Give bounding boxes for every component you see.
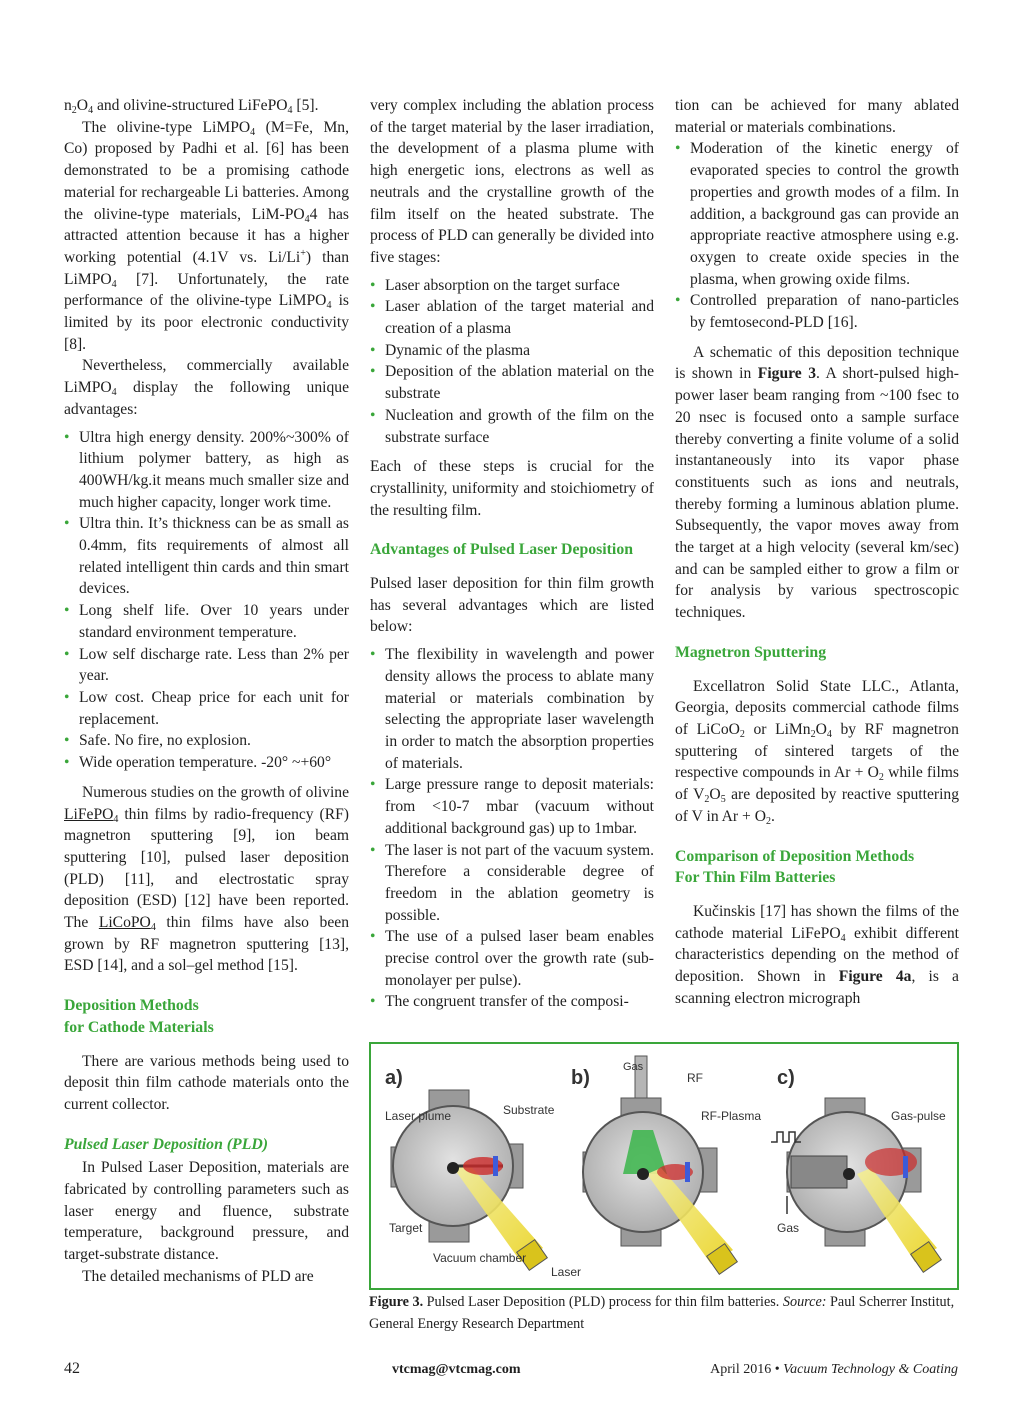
page-number: 42 bbox=[64, 1360, 80, 1377]
pld-advantages-list bbox=[370, 644, 654, 1013]
licopo4-link: LiCoPO$_4$ bbox=[98, 914, 156, 934]
list-item: • Long shelf life. Over 10 years under standard environment temperature. bbox=[64, 600, 349, 643]
paragraph-each-step: Each of these steps is crucial for the crystallinity, uniformity and stoichiometry of the resulting film. bbox=[370, 458, 654, 519]
figure-4a-ref: Figure 4a bbox=[838, 968, 912, 986]
paragraph-studies: Numerous studies on the growth of olivine LiFePO$_4$ thin films by radio-frequency (RF) magnetron sputtering [9], ion beam sputtering [10], pulsed laser deposition (PLD) [11], and electrostatic spray deposition (ESD) [12] have been reported. The LiCoPO$_4$ thin films have also been grown by RF magnetron sputtering [13], ESD [14], and a sol–gel method [15]. bbox=[64, 783, 349, 975]
chamber-c bbox=[771, 1098, 941, 1272]
list-item: • Low cost. Cheap price for each unit for replacement. bbox=[64, 687, 349, 730]
list-item: • Dynamic of the plasma bbox=[370, 340, 654, 362]
list-item: • The flexibility in wavelength and power density allows the process to ablate many material or materials combination by selecting the appropriate laser wavelength in order to match the absorption properties of materials. bbox=[370, 644, 654, 774]
panel-a-label: a) bbox=[385, 1067, 403, 1089]
label-gas-b: Gas bbox=[623, 1061, 644, 1073]
column-right bbox=[675, 95, 959, 1009]
panel-b-label: b) bbox=[571, 1067, 590, 1089]
heading-comparison: Comparison of Deposition Methods For Thin Film Batteries bbox=[675, 847, 915, 887]
chamber-b bbox=[583, 1056, 737, 1274]
list-item: • Ultra high energy density. 200%~300% of lithium polymer battery, as high as 400WH/kg.it means much smaller size and much higher capacity, longer work time. bbox=[64, 427, 349, 514]
list-item: • Ultra thin. It’s thickness can be as small as 0.4mm, fits requirements of almost all related intelligent thin cards and thin smart devices. bbox=[64, 513, 349, 600]
column-middle bbox=[370, 95, 654, 1021]
footer-issue: April 2016 • Vacuum Technology & Coating bbox=[710, 1362, 958, 1377]
figure-3 bbox=[369, 1042, 959, 1290]
list-item: • Controlled preparation of nano-particles by femtosecond-PLD [16]. bbox=[675, 290, 959, 333]
label-gas-c: Gas bbox=[777, 1221, 800, 1235]
label-target: Target bbox=[389, 1221, 423, 1235]
stages-list bbox=[370, 275, 654, 449]
paragraph-pld: In Pulsed Laser Deposition, materials are fabricated by controlling parameters such as laser energy and fluence, substrate temperature, background pressure, and target-substrate distance. bbox=[64, 1159, 349, 1264]
list-item: • Moderation of the kinetic energy of evaporated species to control the growth properties and growth modes of a film. In addition, a background gas can provide an appropriate reactive atmosphere using e.g. oxygen to create oxide species in the plasma, when growing oxide films. bbox=[675, 138, 959, 290]
lifepo4-link: LiFePO$_4$ bbox=[64, 805, 119, 825]
paragraph-magnetron: Excellatron Solid State LLC., Atlanta, Georgia, deposits commercial cathode films of LiCoO$_2$ or $LiMn_2O_4$ by RF magnetron sputtering of sintered targets of the respective compounds in $Ar + O_2$ while films of $V_2O_5$ are deposited by reactive sputtering of V in $Ar + O_2$. bbox=[675, 677, 960, 827]
list-item: • Laser absorption on the target surface bbox=[370, 275, 654, 297]
list-item: • Large pressure range to deposit materials: from <10-7 mbar (vacuum without additional background gas) up to 1mbar. bbox=[370, 774, 654, 839]
pld-advantages-list-cont bbox=[675, 138, 959, 333]
label-rf-plasma: RF-Plasma bbox=[701, 1109, 762, 1123]
subheading-pld: Pulsed Laser Deposition (PLD) bbox=[64, 1135, 269, 1153]
list-item: • Nucleation and growth of the film on the substrate surface bbox=[370, 405, 654, 448]
list-item: • Safe. No fire, no explosion. bbox=[64, 730, 349, 752]
label-substrate: Substrate bbox=[503, 1103, 555, 1117]
paragraph-olivine: The olivine-type LiMPO$_4$ (M=Fe, Mn, Co) proposed by Padhi et al. [6] has been demonstrated to be a promising cathode material for rechargeable Li batteries. Among the olivine-type materials, LiM-$PO_44$ has attracted attention because it has a higher working potential (4.1V vs. Li/Li+) than LiMPO$_4$ [7]. Unfortunately, the rate performance of the olivine-type LiMPO$_4$ is limited by its poor electronic conductivity [8]. bbox=[64, 118, 350, 353]
label-gas-pulse: Gas-pulse bbox=[891, 1109, 946, 1123]
list-item: • Laser ablation of the target material and creation of a plasma bbox=[370, 296, 654, 339]
gas-pulse-plume bbox=[865, 1148, 917, 1176]
paragraph-kucinskis: Kučinskis [17] has shown the films of the cathode material LiFePO$_4$ exhibit different characteristics depending on the method of deposition. Shown in Figure 4a, is a scanning electron micrograph bbox=[675, 902, 959, 1007]
paragraph-pld-cont: very complex including the ablation process of the target material by the laser irradiation, the development of a plasma plume with high energetic ions, electrons as well as neutrals and the crystalline growth of the film itself on the heated substrate. The process of PLD can generally be divided into five stages: bbox=[370, 97, 654, 266]
panel-c-label: c) bbox=[777, 1067, 795, 1089]
heading-advantages-pld: Advantages of Pulsed Laser Deposition bbox=[370, 541, 634, 559]
label-rf: RF bbox=[687, 1071, 703, 1085]
list-item: • The congruent transfer of the composi- bbox=[370, 991, 654, 1013]
label-laser: Laser bbox=[551, 1265, 582, 1279]
paragraph-nevertheless: Nevertheless, commercially available LiMPO$_4$ display the following unique advantages: bbox=[64, 357, 349, 418]
pld-diagram bbox=[371, 1044, 957, 1288]
column-left bbox=[64, 95, 349, 1288]
heading-magnetron: Magnetron Sputtering bbox=[675, 643, 827, 661]
figure-caption: Figure 3. Pulsed Laser Deposition (PLD) process for thin film batteries. Source: Paul Scherrer Institut, General Energy Research Department bbox=[369, 1294, 955, 1332]
label-vacuum-chamber: Vacuum chamber bbox=[433, 1251, 527, 1265]
advantages-list bbox=[64, 427, 349, 774]
paragraph-detailed: The detailed mechanisms of PLD are bbox=[82, 1267, 314, 1285]
heading-deposition-methods: Deposition Methods for Cathode Materials bbox=[64, 997, 214, 1036]
figure-3-ref: Figure 3 bbox=[757, 365, 816, 383]
footer-email: vtcmag@vtcmag.com bbox=[392, 1362, 521, 1377]
label-laser-plume: Laser plume bbox=[385, 1109, 452, 1123]
paragraph-advantages: Pulsed laser deposition for thin film growth has several advantages which are listed below: bbox=[370, 575, 654, 636]
list-item: • Wide operation temperature. -20° ~+60° bbox=[64, 752, 349, 774]
paragraph-intro-tail: $n_2O_4$ and olivine-structured LiFePO$_4$ [5]. bbox=[64, 97, 319, 116]
list-item: • Deposition of the ablation material on the substrate bbox=[370, 361, 654, 404]
list-item: • The laser is not part of the vacuum system. Therefore a considerable degree of freedom in the ablation geometry is possible. bbox=[370, 840, 654, 927]
list-item: • Low self discharge rate. Less than 2% per year. bbox=[64, 644, 349, 687]
paragraph-methods: There are various methods being used to deposit thin film cathode materials onto the current collector. bbox=[64, 1052, 349, 1113]
paragraph-schematic: A schematic of this deposition technique is shown in Figure 3. A short-pulsed high-power laser beam ranging from ~100 fsec to 20 nsec is focused onto a sample surface thereby converting a finite volume of a solid instantaneously into its vapor phase constituents such as ions and neutrals, thereby forming a luminous ablation plume. Subsequently, the vapor moves away from the target at a high velocity (several km/sec) and can be sampled either to grow a film or for analysis by various spectroscopic techniques. bbox=[675, 343, 959, 622]
list-item: • The use of a pulsed laser beam enables precise control over the growth rate (sub-monolayer per pulse). bbox=[370, 926, 654, 991]
paragraph-composition-cont: tion can be achieved for many ablated material or materials combinations. bbox=[675, 97, 959, 136]
